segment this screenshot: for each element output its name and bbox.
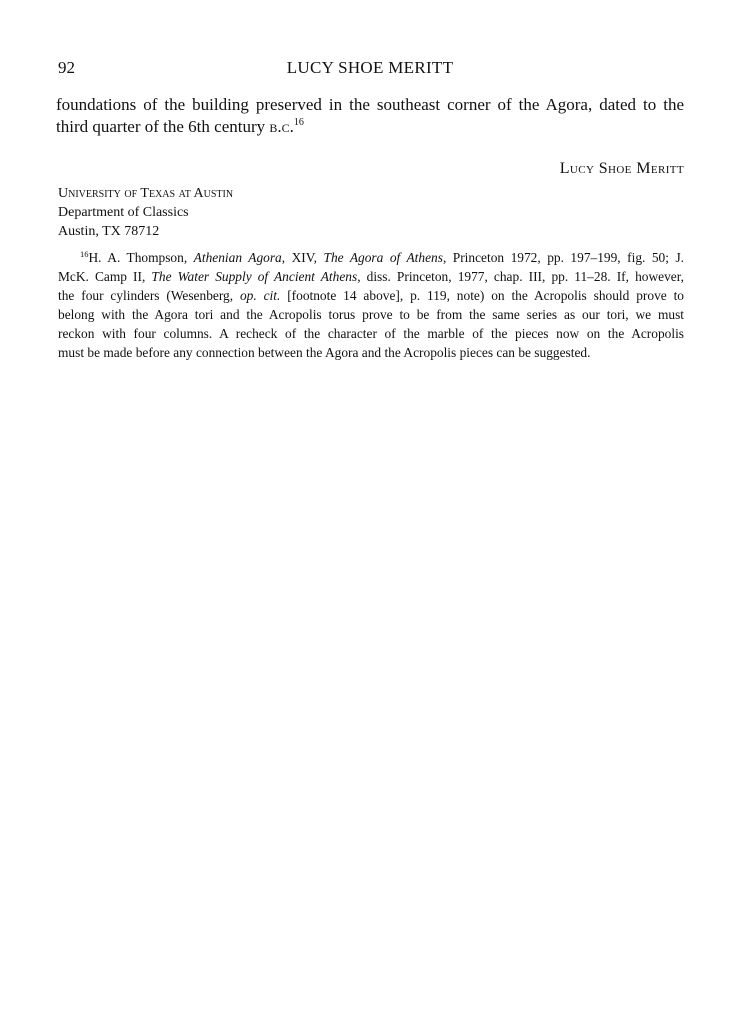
department: Department of Classics <box>58 205 189 220</box>
institution: University of Texas at Austin <box>58 186 234 201</box>
footnote-line-6: must be made before any connection between the Agora and the Acropolis pieces can be suggested. <box>58 345 591 360</box>
body-line-1: foundations of the building preserved in the southeast corner of the Agora, dated to the <box>56 95 684 114</box>
city-address: Austin, TX 78712 <box>58 224 160 239</box>
body-line-2 <box>56 116 684 138</box>
footnote-text: [footnote 14 above], p. 119, note) on the Acropolis should prove to <box>280 288 685 303</box>
footnote-text: H. A. Thompson, <box>88 250 194 265</box>
footnote-reference: 16 <box>293 117 304 128</box>
footnote-text: McK. Camp II, <box>58 269 152 284</box>
footnote-marker: 16 <box>80 249 89 259</box>
footnote-text: , XIV, <box>281 250 324 265</box>
footnote-line-1 <box>58 248 684 267</box>
era-abbreviation: b.c. <box>269 117 294 136</box>
footnote-line-5: reckon with four columns. A recheck of the character of the marble of the pieces now on the Acropolis <box>58 326 684 341</box>
footnote-line-3 <box>58 286 684 305</box>
page-number: 92 <box>58 58 75 77</box>
footnote-text: the four cylinders (Wesenberg, <box>58 288 240 303</box>
footnote-italic-title: Athenian Agora <box>193 250 282 265</box>
author-affiliation <box>58 184 233 241</box>
footnote-line-2 <box>58 267 684 286</box>
body-paragraph <box>56 94 684 138</box>
footnote-italic-title: The Water Supply of Ancient Athens <box>151 269 358 284</box>
author-signature: Lucy Shoe Meritt <box>559 160 684 177</box>
footnote-text: , Princeton 1972, pp. 197–199, fig. 50; J. <box>442 250 685 265</box>
footnote-16 <box>58 248 684 362</box>
footnote-line-4: belong with the Agora tori and the Acropolis torus prove to be from the same series as our tori, we must <box>58 307 684 322</box>
footnote-italic-citation: op. cit. <box>239 288 281 303</box>
running-head: LUCY SHOE MERITT <box>286 58 454 77</box>
page-header <box>56 58 684 80</box>
footnote-italic-title: The Agora of Athens <box>323 250 443 265</box>
footnote-text: , diss. Princeton, 1977, chap. III, pp. 11–28. If, however, <box>357 269 684 284</box>
body-line-2-text: third quarter of the 6th century <box>56 117 270 136</box>
